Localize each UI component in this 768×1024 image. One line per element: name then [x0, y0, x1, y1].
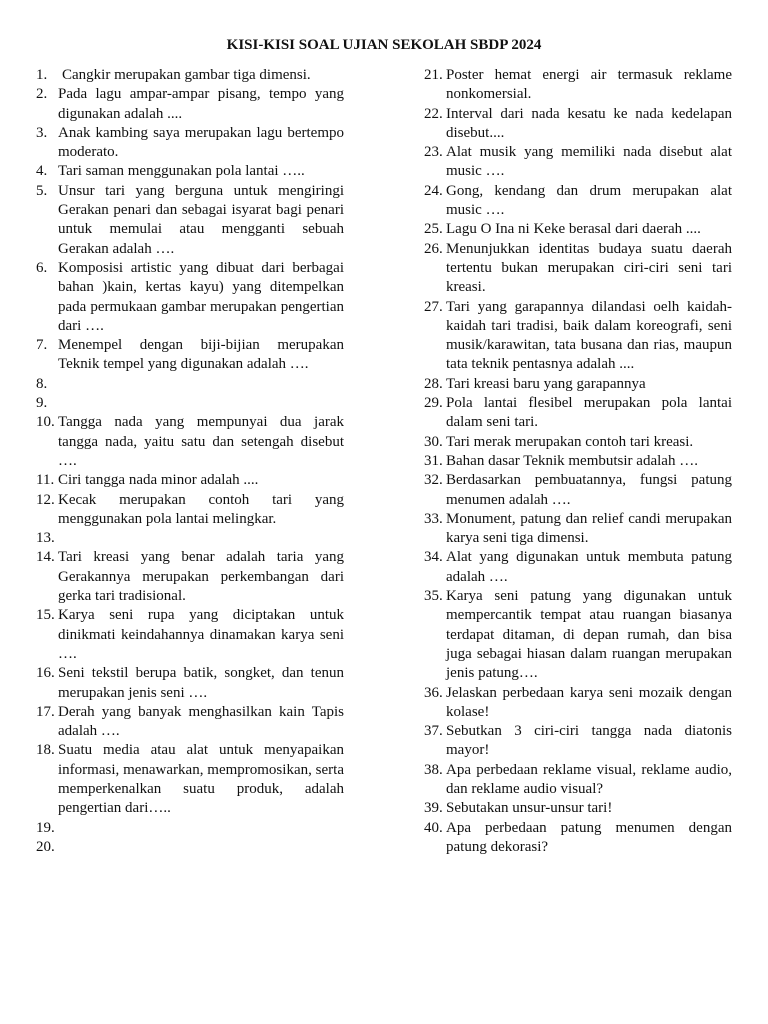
- question-item: [424, 220, 732, 239]
- question-text: Tari kreasi yang benar adalah taria yang Gerakannya merupakan perkembangan dari gerka tari tradisional.: [58, 549, 344, 605]
- question-number: 13.: [36, 530, 55, 547]
- question-text: Sebutakan unsur-unsur tari!: [446, 800, 613, 817]
- document-title: KISI-KISI SOAL UJIAN SEKOLAH SBDP 2024: [226, 37, 542, 53]
- question-text: Pada lagu ampar-ampar pisang, tempo yang digunakan adalah ....: [58, 86, 344, 122]
- question-number: 36.: [424, 684, 443, 701]
- question-item: [36, 259, 344, 336]
- question-number: 32.: [424, 472, 443, 489]
- question-text: Tari saman menggunakan pola lantai …..: [58, 163, 305, 180]
- question-text: Sebutkan 3 ciri-ciri tangga nada diatonis mayor!: [446, 723, 732, 759]
- question-text: Menunjukkan identitas budaya suatu daerah tertentu bukan merupakan ciri-ciri seni tari kreasi.: [446, 240, 732, 296]
- question-item: [424, 819, 732, 858]
- question-number: 35.: [424, 588, 443, 605]
- question-text: Kecak merupakan contoh tari yang menggunakan pola lantai melingkar.: [58, 491, 344, 527]
- question-number: 39.: [424, 800, 443, 817]
- question-number: 17.: [36, 703, 55, 720]
- left-question-column: [36, 66, 344, 857]
- question-item: [36, 548, 344, 606]
- question-number: 25.: [424, 221, 443, 238]
- question-text: Cangkir merupakan gambar tiga dimensi.: [62, 67, 311, 83]
- question-text: Tari kreasi baru yang garapannya: [446, 375, 646, 392]
- question-item: [424, 298, 732, 375]
- question-text: Berdasarkan pembuatannya, fungsi patung menumen adalah ….: [446, 472, 732, 508]
- question-item: [36, 838, 344, 857]
- question-number: 14.: [36, 549, 55, 566]
- question-item: [36, 336, 344, 375]
- question-text: Anak kambing saya merupakan lagu bertempo moderato.: [58, 124, 344, 161]
- question-item: [36, 741, 344, 818]
- question-text: Alat yang digunakan untuk membuta patung adalah ….: [446, 549, 732, 585]
- question-number: 1.: [36, 67, 48, 83]
- question-item: [424, 799, 732, 818]
- question-number: 28.: [424, 375, 443, 392]
- question-text: Bahan dasar Teknik membutsir adalah ….: [446, 452, 698, 469]
- question-text: Ciri tangga nada minor adalah ....: [58, 472, 259, 489]
- question-text: Karya seni patung yang digunakan untuk mempercantik tempat atau ruangan biasanya terdapat ditaman, di depan rumah, dan bisa juga sebagai hiasan dalam ruangan merupakan jenis patung….: [446, 588, 732, 682]
- question-item: [424, 761, 732, 800]
- question-item: [36, 471, 344, 490]
- question-text: Menempel dengan biji-bijian merupakan Teknik tempel yang digunakan adalah ….: [58, 337, 344, 373]
- question-number: 40.: [424, 819, 443, 836]
- question-number: 37.: [424, 723, 443, 740]
- question-number: 16.: [36, 665, 55, 682]
- question-item: [424, 66, 732, 105]
- question-item: [424, 433, 732, 452]
- question-item: [424, 471, 732, 510]
- question-item: [36, 529, 344, 548]
- question-item: [36, 703, 344, 742]
- question-text: Apa perbedaan reklame visual, reklame audio, dan reklame audio visual?: [446, 761, 732, 797]
- right-question-column: [424, 66, 732, 857]
- question-number: 27.: [424, 298, 443, 315]
- question-item: [424, 452, 732, 471]
- question-text: [58, 529, 344, 548]
- question-text: [58, 838, 344, 857]
- question-item: [424, 722, 732, 761]
- question-item: [36, 162, 344, 181]
- question-number: 3.: [36, 124, 48, 141]
- question-text: Tari yang garapannya dilandasi oelh kaidah-kaidah tari tradisi, baik dalam koreografi, seni musik/karawitan, tata busana dan rias, maupun tata teknik pentasnya adalah ....: [446, 298, 732, 373]
- question-text: Tangga nada yang mempunyai dua jarak tangga nada, yaitu satu dan setengah disebut ….: [58, 414, 344, 469]
- question-item: [36, 124, 344, 163]
- question-text: Komposisi artistic yang dibuat dari berbagai bahan )kain, kertas kayu) yang ditempelkan pada permukaan gambar merupakan pengertian dari ….: [58, 259, 344, 334]
- question-item: [424, 548, 732, 587]
- question-item: [36, 66, 344, 85]
- question-item: [36, 85, 344, 124]
- question-number: 2.: [36, 86, 48, 103]
- question-item: [424, 105, 732, 144]
- question-text: [58, 819, 344, 838]
- question-item: [424, 394, 732, 433]
- question-item: [36, 491, 344, 530]
- question-number: 33.: [424, 510, 443, 527]
- question-item: [36, 413, 344, 471]
- question-text: Seni tekstil berupa batik, songket, dan tenun merupakan jenis seni ….: [58, 665, 344, 701]
- question-number: 12.: [36, 491, 55, 508]
- question-number: 26.: [424, 240, 443, 257]
- question-number: 5.: [36, 182, 48, 199]
- question-text: [58, 375, 344, 394]
- question-number: 11.: [36, 472, 55, 489]
- question-number: 20.: [36, 838, 55, 855]
- question-item: [424, 375, 732, 394]
- question-text: Unsur tari yang berguna untuk mengiringi Gerakan penari dan sebagai isyarat bagi penari untuk memulai atau mengganti sebuah Gerakan adalah ….: [58, 182, 344, 257]
- question-number: 10.: [36, 414, 55, 431]
- question-text: Alat musik yang memiliki nada disebut alat music ….: [446, 144, 732, 180]
- question-item: [424, 182, 732, 221]
- question-number: 38.: [424, 761, 443, 778]
- question-item: [424, 684, 732, 723]
- question-item: [36, 375, 344, 394]
- question-item: [36, 606, 344, 664]
- question-item: [424, 587, 732, 683]
- question-text: Jelaskan perbedaan karya seni mozaik dengan kolase!: [446, 684, 732, 720]
- question-number: 21.: [424, 67, 443, 83]
- question-number: 7.: [36, 337, 48, 354]
- question-text: Poster hemat energi air termasuk reklame nonkomersial.: [446, 67, 732, 103]
- question-text: Karya seni rupa yang diciptakan untuk dinikmati keindahannya dinamakan karya seni ….: [58, 607, 344, 662]
- question-number: 19.: [36, 819, 55, 836]
- question-number: 29.: [424, 395, 443, 412]
- question-text: [58, 394, 344, 413]
- question-item: [36, 819, 344, 838]
- question-text: Tari merak merupakan contoh tari kreasi.: [446, 433, 694, 450]
- question-item: [424, 143, 732, 182]
- question-number: 23.: [424, 144, 443, 161]
- question-item: [36, 664, 344, 703]
- question-item: [424, 240, 732, 298]
- question-text: Monument, patung dan relief candi merupakan karya seni tiga dimensi.: [446, 510, 732, 547]
- question-item: [36, 182, 344, 259]
- question-number: 18.: [36, 742, 55, 759]
- question-number: 34.: [424, 549, 443, 566]
- question-number: 24.: [424, 182, 443, 199]
- question-text: Suatu media atau alat untuk menyapaikan informasi, menawarkan, mempromosikan, serta memperkenalkan suatu produk, adalah pengertian dari…..: [58, 742, 344, 817]
- question-number: 22.: [424, 105, 443, 122]
- question-number: 4.: [36, 163, 48, 180]
- question-text: Lagu O Ina ni Keke berasal dari daerah ....: [446, 221, 701, 238]
- question-number: 30.: [424, 433, 443, 450]
- question-text: Derah yang banyak menghasilkan kain Tapis adalah ….: [58, 703, 344, 740]
- question-text: Apa perbedaan patung menumen dengan patung dekorasi?: [446, 819, 732, 855]
- question-text: Gong, kendang dan drum merupakan alat music ….: [446, 182, 732, 219]
- question-item: [36, 394, 344, 413]
- question-item: [424, 510, 732, 549]
- question-number: 31.: [424, 452, 443, 469]
- question-number: 9.: [36, 395, 48, 412]
- question-number: 8.: [36, 375, 48, 392]
- question-text: Interval dari nada kesatu ke nada kedelapan disebut....: [446, 105, 732, 141]
- question-text: Pola lantai flesibel merupakan pola lantai dalam seni tari.: [446, 395, 732, 431]
- question-number: 15.: [36, 607, 55, 624]
- question-number: 6.: [36, 259, 48, 276]
